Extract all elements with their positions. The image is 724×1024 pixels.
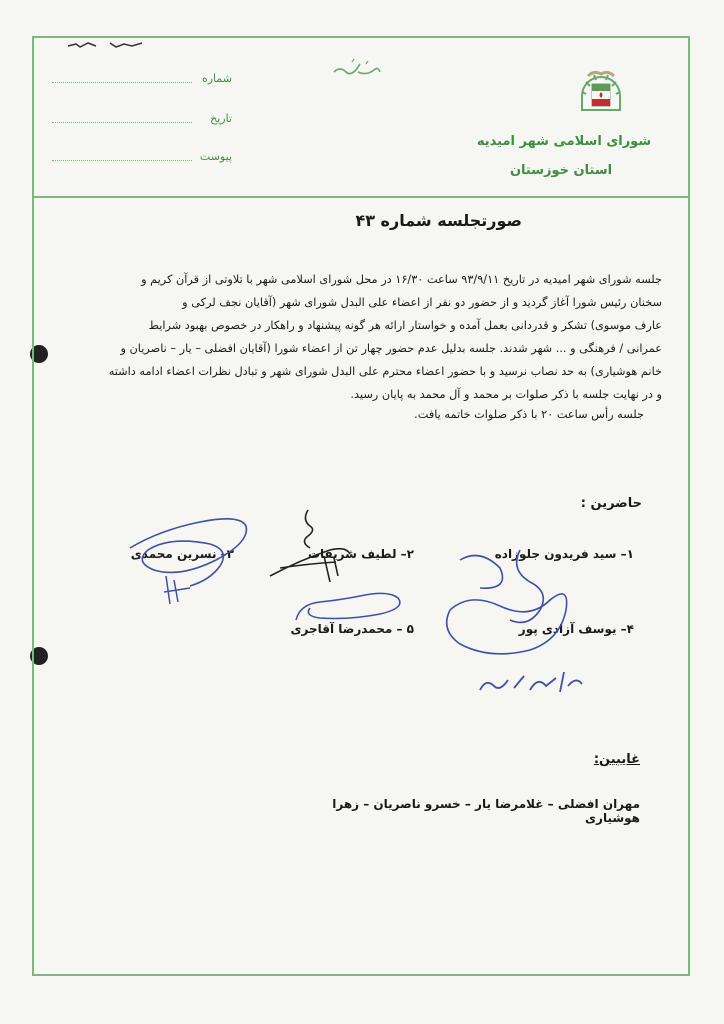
attachment-field (52, 148, 232, 168)
body-line: جلسه شورای شهر امیدیه در تاریخ ۹۳/۹/۱۱ ساعت ۱۶/۳۰ در محل شورای اسلامی شهر با تلاوتی از قرآن کریم و (141, 273, 662, 286)
body-line: عارف موسوی) تشکر و قدردانی بعمل آمده و خواستار ارائه هر گونه پیشنهاد و راهکار در خصوص بهبود شرایط (148, 319, 662, 332)
body-line: سخنان رئیس شورا آغاز گردید و از حضور دو نفر از اعضاء علی البدل شورای شهر (آقایان نجف لرکی و (182, 296, 662, 309)
member-5: ۵ – محمدرضا آقاجری (290, 622, 414, 636)
number-field (52, 70, 232, 90)
document-title: صورتجلسه شماره ۴۳ (355, 211, 522, 230)
present-heading: حاضرین : (580, 496, 642, 511)
body-line: عمرانی / فرهنگی و ... شهر شدند. جلسه بدلیل عدم حضور چهار تن از اعضاء شورا (آقایان افضلی – یار – ناصریان و (120, 342, 662, 355)
date-label: تاریخ (210, 112, 232, 125)
date-field (52, 110, 232, 130)
body-line: خانم هوشیاری) به حد نصاب نرسید و با حضور اعضاء محترم علی البدل شورای شهر و تبادل نظرات اعضاء ادامه داشته (108, 365, 662, 378)
absent-heading: غایبین: (593, 752, 640, 767)
dotted-line (52, 82, 192, 83)
member-4: ۴– یوسف آزادی پور (518, 622, 634, 636)
council-emblem (574, 66, 628, 122)
header-divider (32, 196, 690, 198)
province-name: استان خوزستان (509, 163, 613, 178)
body-line: و در نهایت جلسه با ذکر صلوات بر محمد و آل محمد به پایان رسید. (350, 388, 662, 401)
council-name: شورای اسلامی شهر امیدیه (476, 134, 652, 149)
member-1: ۱– سید فریدون جلوزاده (494, 547, 634, 561)
member-3: ۳– نسرین محمدی (130, 547, 234, 561)
member-2: ۲– لطیف شریفات (307, 547, 414, 561)
closing-line: جلسه رأس ساعت ۲۰ با ذکر صلوات خاتمه یافت. (414, 408, 644, 421)
dotted-line (52, 160, 192, 161)
minutes-body (50, 268, 662, 406)
absent-list: مهران افضلی – غلامرضا یار – خسرو ناصریان – زهرا هوشیاری (332, 797, 640, 825)
number-label: شماره (201, 72, 232, 85)
dotted-line (52, 122, 192, 123)
bismillah-calligraphy (330, 56, 384, 80)
attachment-label: پیوست (199, 150, 232, 163)
